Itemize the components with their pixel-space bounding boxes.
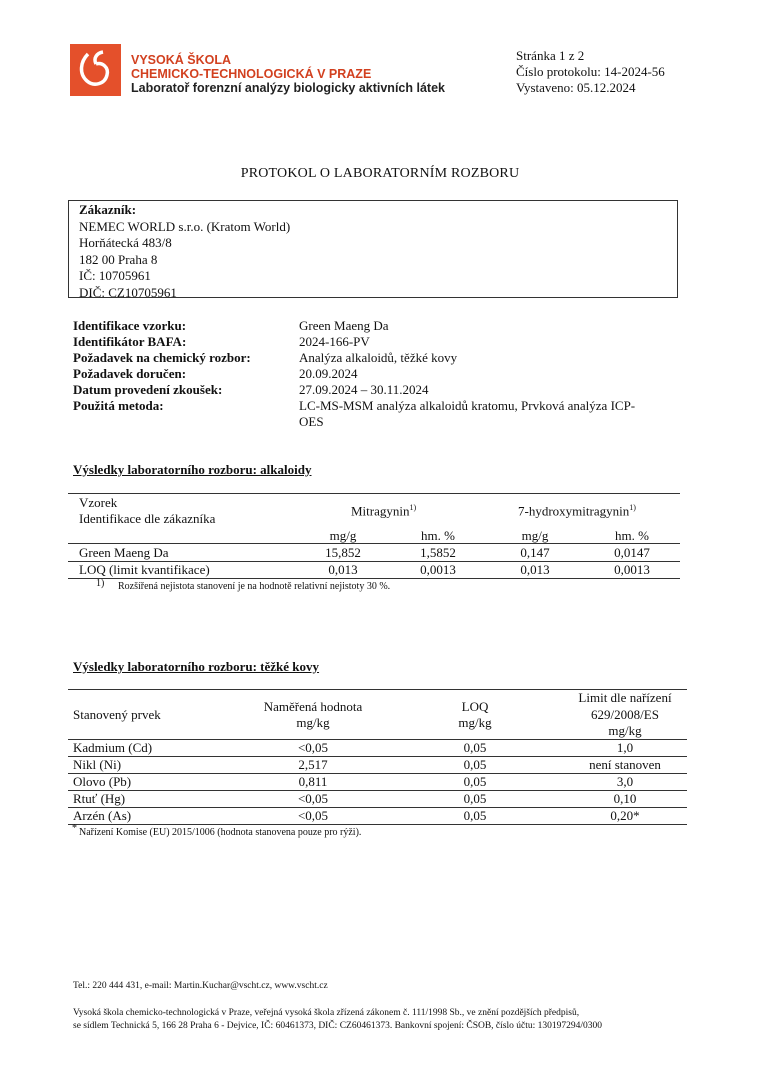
metal-loq: 0,05: [463, 791, 487, 806]
table-rule: [68, 824, 687, 825]
row-value: 0,0147: [614, 545, 650, 560]
unit-cell: mg/g: [329, 528, 357, 543]
col-7oh-label: 7-hydroxymitragynin: [518, 503, 630, 519]
info-row: [73, 350, 659, 366]
customer-name: NEMEC WORLD s.r.o. (Kratom World): [79, 218, 291, 234]
info-row: [73, 334, 659, 350]
protocol-number: Číslo protokolu: 14-2024-56: [516, 64, 665, 79]
metal-limit: 1,0: [616, 740, 634, 755]
customer-label: Zákazník:: [79, 202, 137, 217]
head-loq: LOQ: [461, 699, 489, 714]
metal-measured: <0,05: [297, 740, 329, 755]
row-value: 0,013: [520, 562, 550, 577]
info-row: [73, 382, 659, 398]
row-value: 0,0013: [420, 562, 456, 577]
metal-measured: 2,517: [298, 757, 328, 772]
metal-loq: 0,05: [463, 808, 487, 823]
metal-measured: 0,811: [298, 774, 328, 789]
row-value: 1,5852: [420, 545, 456, 560]
alkaloids-note-mark: 1): [96, 578, 105, 589]
unit-cell: hm. %: [615, 528, 649, 543]
head-element: Stanovený prvek: [73, 707, 161, 722]
footer-legal-line2: se sídlem Technická 5, 166 28 Praha 6 - Dejvice, IČ: 60461373, DIČ: CZ60461373. Bankovní spojení: ČSOB, číslo účtu: 130197294/0300: [73, 1021, 602, 1031]
metal-limit: 3,0: [616, 774, 634, 789]
row-value: 0,147: [520, 545, 550, 560]
flask-drop-logo-icon: [70, 44, 121, 96]
metal-loq: 0,05: [463, 740, 487, 755]
table-rule: [68, 543, 680, 544]
info-value: 27.09.2024 – 30.11.2024: [299, 382, 429, 397]
info-value: 20.09.2024: [299, 366, 358, 381]
metal-measured: <0,05: [297, 808, 329, 823]
row-name: LOQ (limit kvantifikace): [79, 562, 210, 577]
footer-legal: [73, 1007, 693, 1033]
info-value: Green Maeng Da: [299, 318, 389, 333]
document-title: PROTOKOL O LABORATORNÍM ROZBORU: [240, 166, 520, 181]
metals-title: Výsledky laboratorního rozboru: těžké kovy: [73, 659, 320, 674]
institution-line2: CHEMICKO-TECHNOLOGICKÁ V PRAZE: [131, 67, 372, 81]
metal-loq: 0,05: [463, 774, 487, 789]
head-limit-unit: mg/kg: [608, 723, 642, 738]
customer-city: 182 00 Praha 8: [79, 251, 158, 267]
institution-line3: Laboratoř forenzní analýzy biologicky aktivních látek: [131, 81, 445, 95]
row-value: 15,852: [325, 545, 361, 560]
metal-limit: není stanoven: [589, 757, 661, 772]
info-value: LC-MS-MSM analýza alkaloidů kratomu, Prvková analýza ICP-OES: [299, 398, 636, 429]
info-row: [73, 366, 659, 382]
metal-measured: <0,05: [297, 791, 329, 806]
head-sample: Vzorek: [79, 495, 118, 510]
metal-element: Arzén (As): [73, 808, 132, 823]
col-7oh: [518, 503, 636, 519]
row-value: 0,013: [328, 562, 358, 577]
customer-street: Horňátecká 483/8: [79, 235, 172, 250]
unit-cell: hm. %: [421, 528, 455, 543]
metal-element: Kadmium (Cd): [73, 740, 153, 755]
alkaloids-note: Rozšířená nejistota stanovení je na hodnotě relativní nejistoty 30 %.: [118, 581, 391, 592]
info-row: [73, 398, 659, 430]
table-rule: [68, 578, 680, 579]
col-7oh-sup: 1): [629, 503, 636, 512]
head-measured: Naměřená hodnota: [263, 699, 363, 714]
col-mitragynin-label: Mitragynin: [351, 503, 410, 519]
info-key: Identifikátor BAFA:: [73, 334, 187, 349]
footer-contact: Tel.: 220 444 431, e-mail: Martin.Kuchar@vscht.cz, www.vscht.cz: [73, 981, 328, 991]
info-key: Požadavek na chemický rozbor:: [73, 350, 251, 365]
metal-element: Nikl (Ni): [73, 757, 122, 772]
info-key: Datum provedení zkoušek:: [73, 382, 223, 397]
footer-legal-line1: Vysoká škola chemicko-technologická v Praze, veřejná vysoká škola zřízená zákonem č. 111/1998 Sb., ve znění pozdějších předpisů,: [73, 1008, 580, 1018]
institution-name: [131, 53, 445, 95]
metal-loq: 0,05: [463, 757, 487, 772]
sample-info: [73, 318, 659, 430]
metals-note-mark: *: [72, 823, 77, 834]
col-mitragynin: [351, 503, 416, 519]
alkaloids-title: Výsledky laboratorního rozboru: alkaloidy: [73, 462, 312, 477]
info-key: Použitá metoda:: [73, 398, 164, 413]
info-row: [73, 318, 659, 334]
page-number: Stránka 1 z 2: [516, 48, 585, 63]
metal-limit: 0,20*: [610, 808, 640, 823]
customer-dic: DIČ: CZ10705961: [79, 284, 177, 300]
head-ident: Identifikace dle zákazníka: [79, 511, 216, 526]
info-key: Identifikace vzorku:: [73, 318, 187, 333]
unit-cell: mg/g: [521, 528, 549, 543]
info-key: Požadavek doručen:: [73, 366, 187, 381]
head-limit: Limit dle nařízení: [578, 690, 672, 705]
head-measured-unit: mg/kg: [296, 715, 330, 730]
customer-ic: IČ: 10705961: [79, 268, 151, 283]
protocol-meta: [516, 48, 665, 96]
metal-element: Olovo (Pb): [73, 774, 132, 789]
head-loq-unit: mg/kg: [458, 715, 492, 730]
table-rule: [68, 493, 680, 494]
col-mitragynin-sup: 1): [409, 503, 417, 512]
row-name: Green Maeng Da: [79, 545, 169, 560]
institution-line1: VYSOKÁ ŠKOLA: [131, 53, 232, 67]
row-value: 0,0013: [614, 562, 650, 577]
info-value: 2024-166-PV: [299, 334, 370, 349]
metals-note: Nařízení Komise (EU) 2015/1006 (hodnota stanovena pouze pro rýži).: [79, 827, 362, 838]
customer-box: [68, 200, 678, 298]
metal-element: Rtuť (Hg): [73, 791, 126, 806]
metal-limit: 0,10: [613, 791, 637, 806]
head-limit-reg: 629/2008/ES: [591, 707, 659, 722]
info-value: Analýza alkaloidů, těžké kovy: [299, 350, 458, 365]
issued-date: Vystaveno: 05.12.2024: [516, 80, 636, 95]
